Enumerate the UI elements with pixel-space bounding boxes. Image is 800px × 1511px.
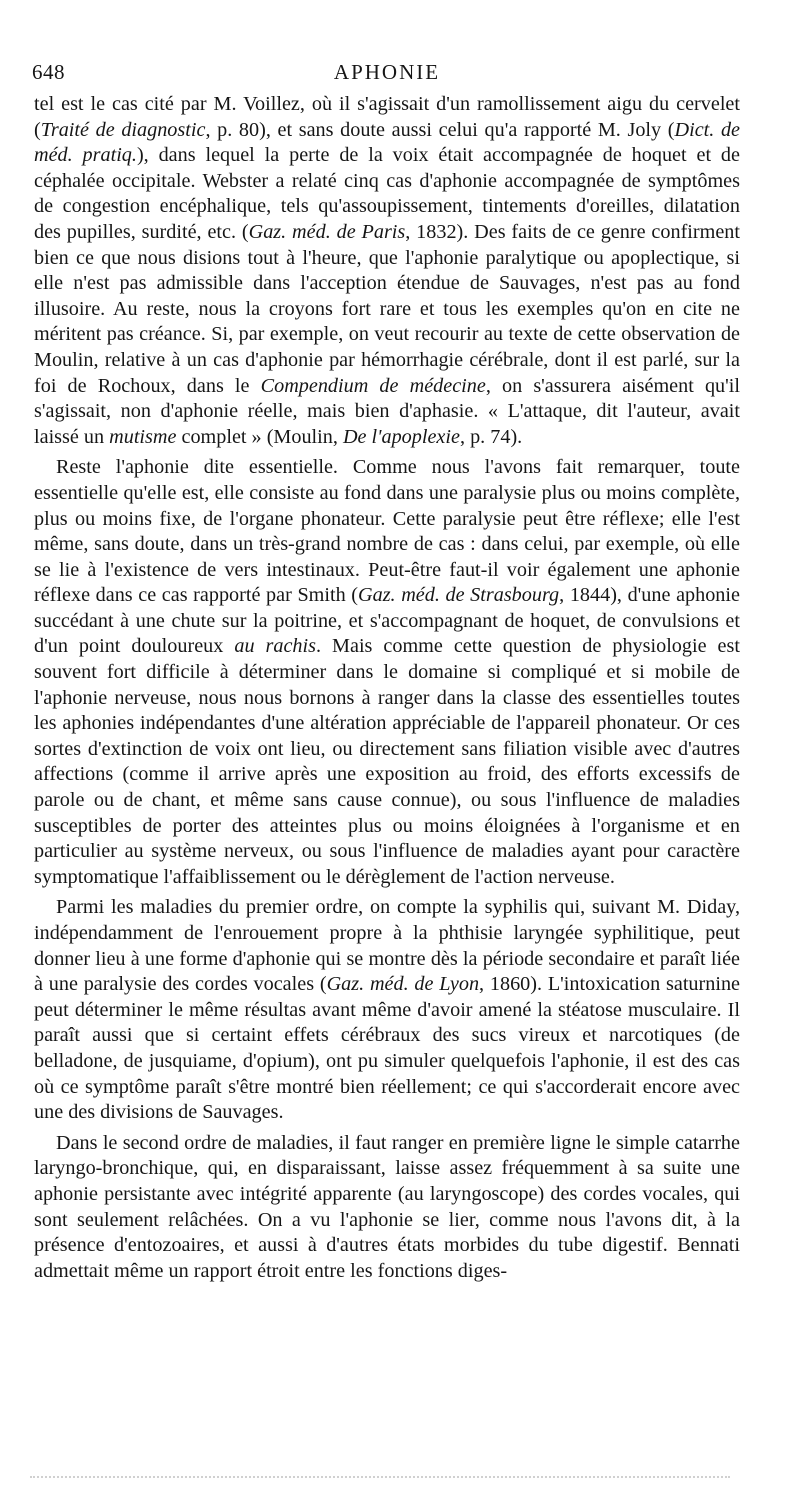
italic-citation: au rachis (234, 635, 316, 658)
text-run: tel est le cas cité par M. Voillez, où il s'agissait d'un ramollissement aigu du cervelet ( (34, 93, 740, 141)
italic-citation: Gaz. méd. de Paris (248, 220, 406, 243)
italic-citation: Dict. de méd. pratiq. (34, 118, 741, 167)
text-run: Dans le second ordre de maladies, il faut ranger en première ligne le simple catarrhe laryngo-bronchique, qui, en disparaissant, laisse assez fréquemment à sa suite une aphonie persistante avec intégrité apparente (au laryngoscope) des cordes vocales, qui sont seulement relâchées. On a vu l'aphonie se lier, comme nous l'avons dit, à la présence d'entozoaires, et aussi à d'autres états morbides du tube digestif. Bennati admettait même un rapport étroit entre les fonctions diges- (34, 1131, 740, 1282)
text-run: , p. 80), et sans doute aussi celui qu'a rapporté M. Joly ( (205, 118, 675, 141)
italic-citation: De l'apoplexie (342, 425, 460, 448)
page-number: 648 (32, 60, 65, 84)
italic-citation: Gaz. méd. de Strasbourg (358, 584, 560, 607)
text-run: complet » (Moulin, (176, 425, 343, 448)
text-run: . Mais comme cette question de physiologie est souvent fort difficile à déterminer dans le domaine si compliqué et si mobile de l'aphonie nerveuse, nous nous bornons à ranger dans la classe des essentielles toutes les aphonies indépendantes d'une altération appréciable de l'appareil phonateur. Or ces sortes d'extinction de voix ont lieu, ou directement sans filiation visible avec d'autres affections (comme il arrive après une exposition au froid, des efforts excessifs de parole ou de chant, et même sans cause connue), ou sous l'influence de maladies susceptibles de porter des atteintes plus ou moins éloignées à l'organisme et en particulier au système nerveux, ou sous l'influence de maladies ayant pour caractère symptomatique l'affaiblissement ou le dérèglement de l'action nerveuse. (34, 635, 740, 888)
italic-citation: Gaz. méd. de Lyon (326, 973, 480, 996)
text-run: , 1844), d'une aphonie succédant à une chute sur la poitrine, et s'accompagnant de hoquet, de convulsions et d'un point douloureux (34, 584, 740, 658)
italic-citation: Traité de diagnostic (40, 118, 206, 141)
text-run: , p. 74). (459, 425, 523, 448)
text-run: Reste l'aphonie dite essentielle. Comme nous l'avons fait remarquer, toute essentielle qu'elle est, elle consiste au fond dans une paralysie plus ou moins complète, plus ou moins fixe, de l'organe phonateur. Cette paralysie peut être réflexe; elle l'est même, sans doute, dans un très-grand nombre de cas : dans celui, par exemple, où elle se lie à l'existence de vers intestinaux. Peut-être faut-il voir également une aphonie réflexe dans ce cas rapporté par Smith ( (34, 456, 740, 607)
paragraph-1 (34, 92, 740, 450)
paragraph-3 (34, 895, 740, 1125)
running-head: APHONIE (333, 60, 441, 84)
page-header (32, 60, 742, 86)
text-run: , 1860). L'intoxication saturnine peut déterminer le même résultas avant même d'avoir amené la stéatose musculaire. Il paraît aussi que si certaint effets cérébraux des sucs vireux et narcotiques (de belladone, de jusquiame, d'opium), ont pu simuler quelquefois l'aphonie, il est des cas où ce symptôme paraît s'être montré bien réellement; ce qui s'accorderait encore avec une des divisions de Sauvages. (34, 973, 741, 1124)
paragraph-4 (34, 1131, 740, 1285)
text-run: , on s'assurera aisément qu'il s'agissait, non d'aphonie réelle, mais bien d'aphasie. « L'attaque, dit l'auteur, avait laissé un (34, 374, 740, 448)
italic-citation: Compendium de médecine (260, 374, 486, 397)
text-run: , 1832). Des faits de ce genre confirment bien ce que nous disions tout à l'heure, que l'aphonie paralytique ou apoplectique, si elle n'est pas admissible dans l'acception étendue de Sauvages, n'est pas au fond illusoire. Au reste, nous la croyons fort rare et tous les exemples qu'on en cite ne méritent pas créance. Si, par exemple, on veut recourir au texte de cette observation de Moulin, relative à un cas d'aphonie par hémorrhagie cérébrale, dont il est parlé, sur la foi de Rochoux, dans le (34, 220, 741, 397)
body-text (34, 92, 740, 1284)
paragraph-2 (34, 455, 740, 890)
bottom-print-smudge (30, 1476, 730, 1481)
text-run: Parmi les maladies du premier ordre, on compte la syphilis qui, suivant M. Diday, indépendamment de l'enrouement propre à la phthisie laryngée syphilitique, peut donner lieu à une forme d'aphonie qui se montre dès la période secondaire et paraît liée à une paralysie des cordes vocales ( (34, 896, 740, 996)
italic-citation: mutisme (109, 425, 177, 448)
text-run: ), dans lequel la perte de la voix était accompagnée de hoquet et de céphalée occipitale. Webster a relaté cinq cas d'aphonie accompagnée de symptômes de congestion encéphalique, tels qu'assoupissement, tintements d'oreilles, dilatation des pupilles, surdité, etc. ( (34, 144, 740, 243)
